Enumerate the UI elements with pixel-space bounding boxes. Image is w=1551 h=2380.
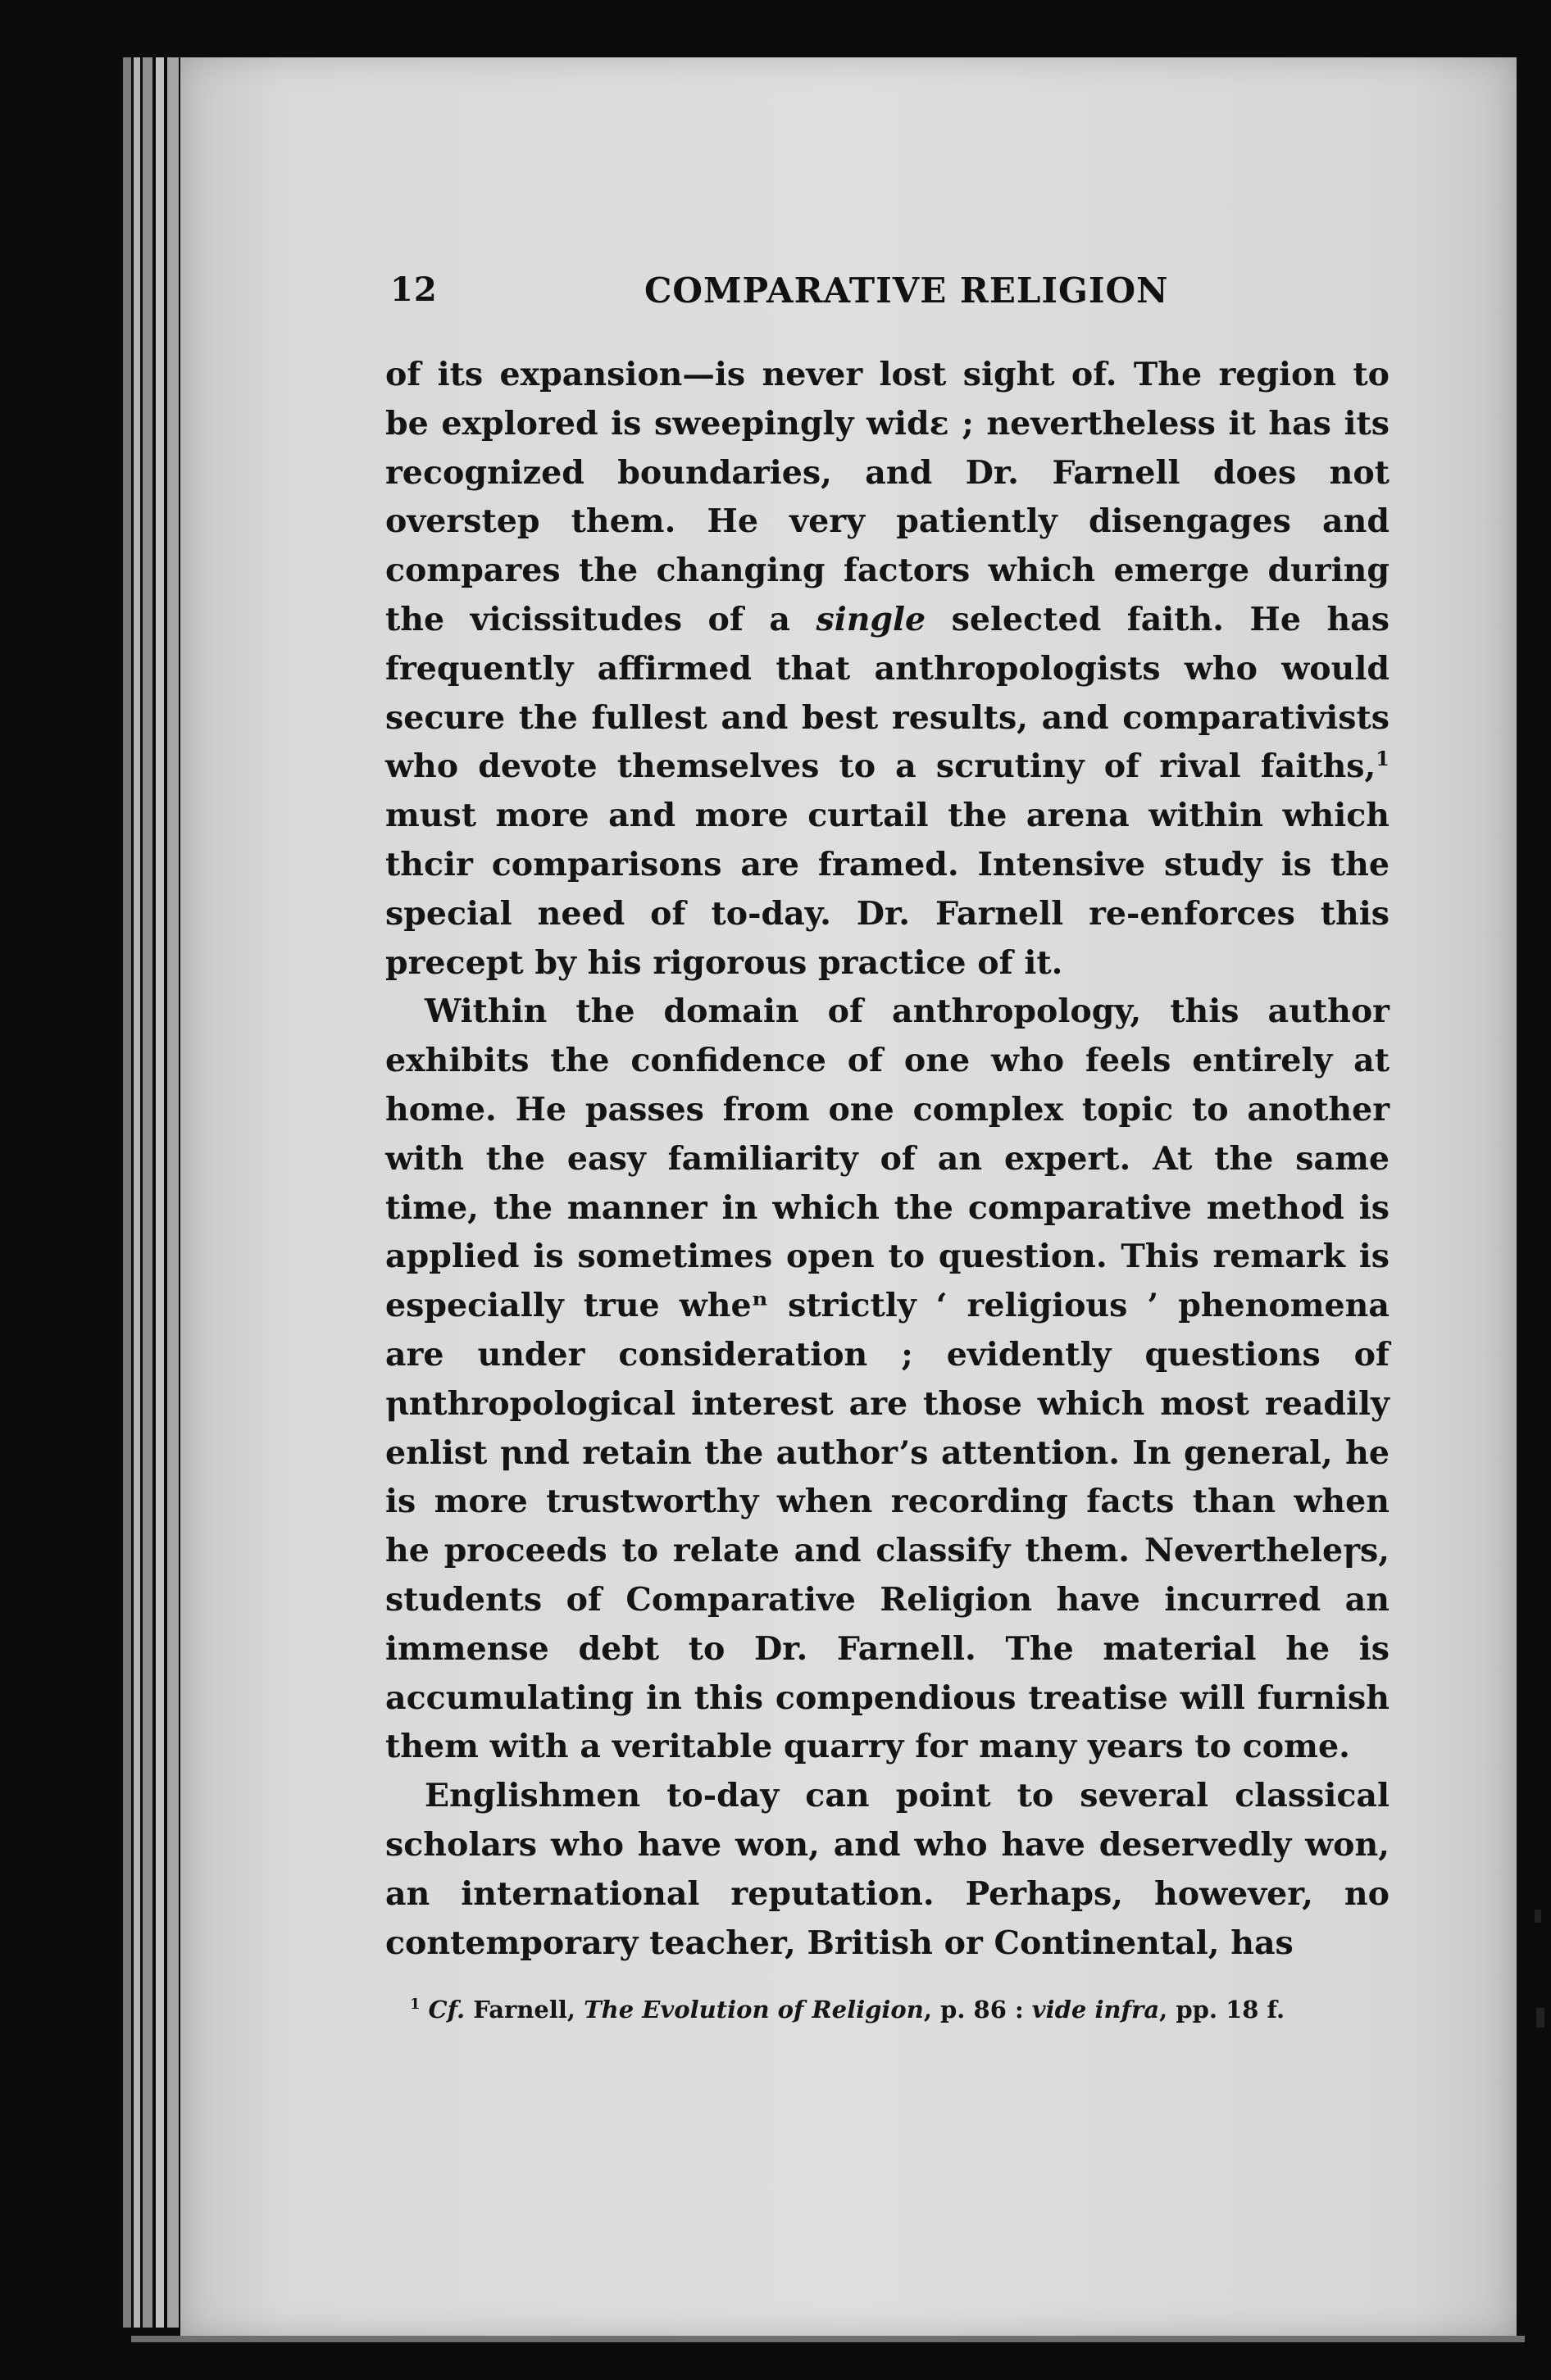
footnote-author: Farnell,	[465, 1996, 584, 2023]
scan-artifact	[1535, 1910, 1541, 1923]
footnote-pages: , pp. 18 f.	[1159, 1996, 1285, 2023]
page-edge-strip	[156, 57, 164, 2328]
page-number: 12	[390, 270, 438, 309]
footnote-book-title: The Evolution of Religion	[584, 1996, 924, 2023]
page-edge-strip	[143, 57, 152, 2328]
paragraph-1	[385, 351, 1390, 988]
footnote-vide: vide infra	[1031, 1996, 1160, 2023]
footnote-mark: 1	[410, 1996, 421, 2014]
page-edge-strip	[167, 57, 179, 2328]
paragraph-3: Englishmen to-day can point to several classical scholars who have won, and who have deservedly won, an international reputation. Perhaps, however, no contemporary teacher, British or Continental, has	[385, 1777, 1390, 1962]
paragraph-2: Within the domain of anthropology, this author exhibits the confidence of one who feels entirely at home. He passes from one complex topic to another with the easy familiarity of an expert. At the same time, the manner in which the comparative method is applied is sometimes open to question. This remark is especially true wheⁿ strictly ‘ religious ’ phenomena are under consideration ; evidently questions of ꞃnthropological interest are those which most readily enlist ꞃnd retain the author’s attention. In general, he is more trustworthy when recording facts than when he proceeds to relate and classify them. Nevertheleꞅs, students of Comparative Religion have incurred an immense debt to Dr. Farnell. The material he is accumulating in this compendious treatise will furnish them with a veritable quarry for many years to come.	[385, 992, 1390, 1766]
emphasis-text: single	[816, 600, 926, 638]
page-bottom-edge	[131, 2336, 1525, 2342]
paragraph-text: selected faith. He has frequently affirmed that anthropologists who would secure the fullest and best results, and comparativists who devote themselves to a scrutiny of rival faiths,	[385, 600, 1390, 786]
running-head	[390, 270, 1390, 320]
scan-artifact	[1536, 2008, 1544, 2028]
running-title: COMPARATIVE RELIGION	[644, 270, 1169, 311]
body-text	[385, 351, 1390, 1968]
paragraph-text: must more and more curtail the arena within which thcir comparisons are framed. Intensive study is the special need of to-day. Dr. Farnell re-enforces this precept by his rigorous practice of it.	[385, 797, 1390, 982]
page-edge-strip	[134, 57, 140, 2328]
footnote-reference: 1	[1376, 747, 1390, 771]
page-edge-strip	[123, 57, 131, 2328]
footnote	[410, 1993, 1385, 2026]
paragraph-text: of its expansion—is never lost sight of. The region to be explored is sweepingly widε ; nevertheless it has its recognized boundaries, and Dr. Farnell does not overstep them. He very patiently disengages and compares the changing factors which emerge during the vicissitudes of a	[385, 356, 1390, 638]
footnote-cf: Cf.	[428, 1996, 466, 2023]
footnote-page-ref: , p. 86 :	[923, 1996, 1032, 2023]
